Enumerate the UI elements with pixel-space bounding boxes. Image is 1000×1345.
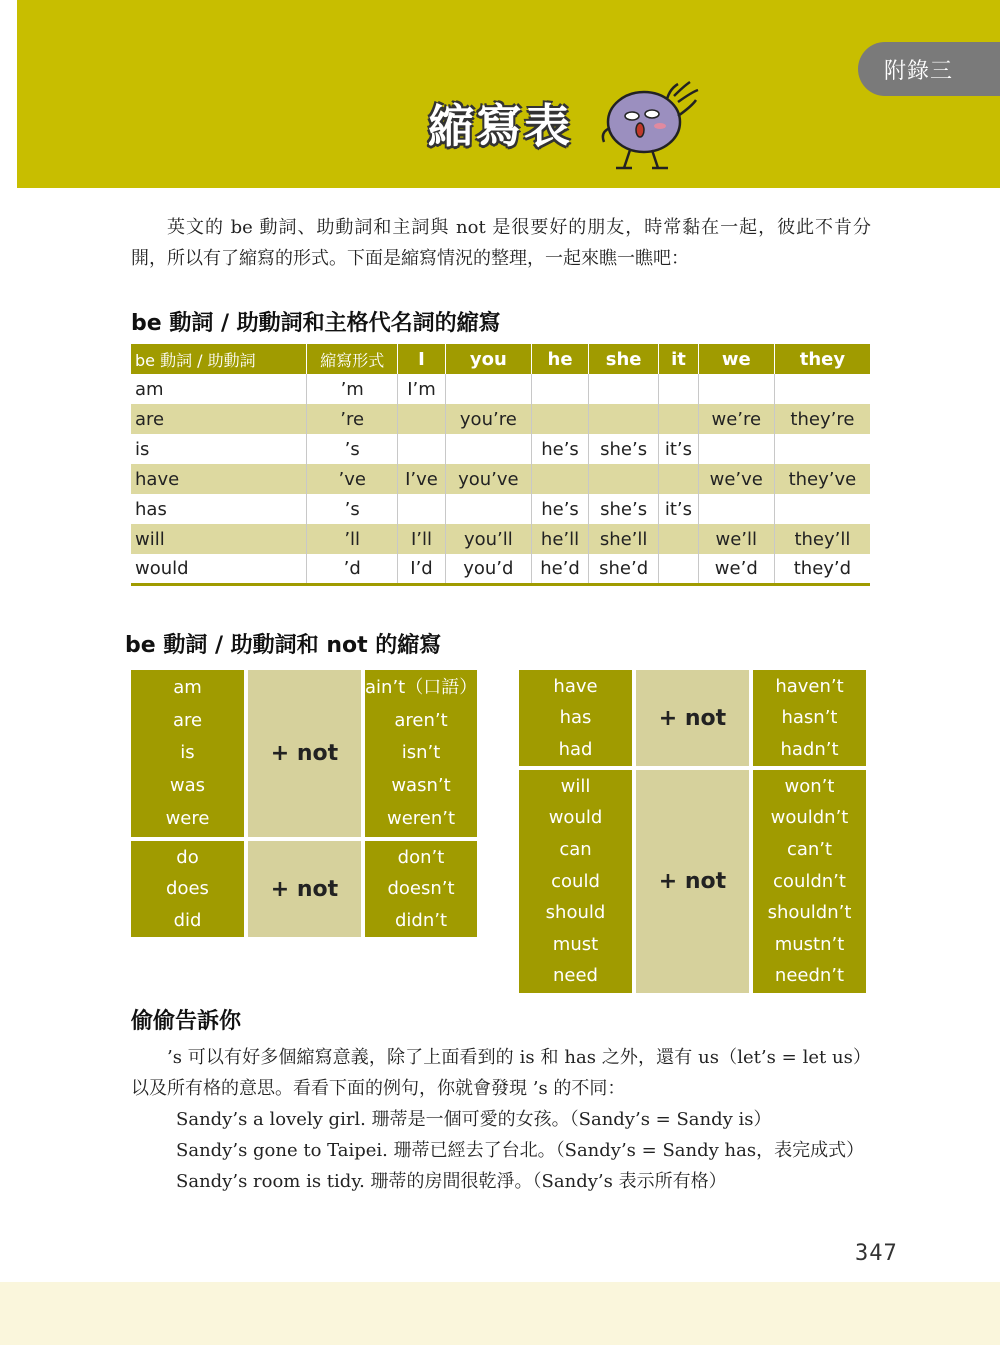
grid-word: wasn’t [391,775,451,797]
grid-word: weren’t [386,808,456,830]
table-cell: I’ll [398,524,445,554]
table-cell [659,404,699,434]
table-row [131,494,870,524]
grid-word: am [173,676,202,698]
section-title-not-contractions: be 動詞 / 助動詞和 not 的縮寫 [125,633,442,658]
table-cell [659,464,699,494]
table-cell: you’ve [445,464,531,494]
table-cell: you’d [445,554,531,584]
table-cell [698,434,774,464]
grid-word: don’t [397,846,445,868]
grid-word: should [545,902,606,924]
mascot-illustration [596,76,716,176]
table-cell [532,374,589,404]
grid-word: were [165,808,210,830]
grid-word: has [559,707,592,728]
table-cell: she’s [589,434,659,464]
table-header-cell: 縮寫形式 [307,344,398,374]
table-header-cell: I [398,344,445,374]
table-cell: are [131,404,307,434]
grid-word: need [553,965,598,987]
modal-contractions-column [753,770,866,993]
page-title: 縮寫表 [428,99,572,153]
grid-word: didn’t [394,909,448,931]
table-cell: ’s [307,494,398,524]
table-cell [659,554,699,584]
grid-word: can’t [786,838,833,860]
table-cell: have [131,464,307,494]
table-cell: it’s [659,494,699,524]
table-row [131,554,870,584]
table-cell [445,434,531,464]
grid-word: do [176,846,199,868]
table-cell: I’ve [398,464,445,494]
table-cell: he’s [532,494,589,524]
table-header-cell: we [698,344,774,374]
table-cell: it’s [659,434,699,464]
table-cell: they’re [774,404,870,434]
table-cell: we’ll [698,524,774,554]
table-cell: I’d [398,554,445,584]
table-cell [532,464,589,494]
table-cell: ’ve [307,464,398,494]
table-cell [589,374,659,404]
appendix-tab: 附錄三 [858,42,1000,96]
section-title-tip: 偷偷告訴你 [131,1009,242,1034]
table-cell: we’re [698,404,774,434]
section-title-pronoun-contractions: be 動詞 / 助動詞和主格代名詞的縮寫 [131,311,501,336]
table-header-row [131,344,870,374]
table-cell: I’m [398,374,445,404]
do-contractions-column [365,841,477,937]
grid-word: haven’t [775,675,844,697]
grid-word: will [560,775,591,797]
table-cell: ’d [307,554,398,584]
grid-word: won’t [784,775,835,797]
table-row [131,374,870,404]
table-row [131,404,870,434]
grid-word: shouldn’t [767,902,852,924]
grid-word: could [551,870,600,892]
grid-word: must [552,933,599,955]
plus-not-label: + not [248,841,361,937]
intro-paragraph: 英文的 be 動詞、助動詞和主詞與 not 是很要好的朋友，時常黏在一起，彼此不肯分開，所以有了縮寫的形式。下面是縮寫情況的整理，一起來瞧一瞧吧： [131,217,871,269]
table-cell [445,374,531,404]
table-header-cell: he [532,344,589,374]
footer-band [0,1282,1000,1345]
table-header-cell: she [589,344,659,374]
table-cell [589,464,659,494]
example-sentence: Sandy’s gone to Taipei. 珊蒂已經去了台北。（Sandy’s = Sandy has，表完成式） [176,1140,865,1161]
table-cell: ’ll [307,524,398,554]
grid-word: can [559,838,592,860]
pronoun-contraction-table [131,344,870,586]
grid-word: wouldn’t [770,807,849,829]
table-cell: he’ll [532,524,589,554]
not-contraction-grid-right [519,670,866,993]
grid-word: had [558,738,593,760]
have-verbs-column [519,670,632,766]
example-sentence: Sandy’s room is tidy. 珊蒂的房間很乾淨。（Sandy’s 表示所有格） [176,1171,727,1192]
grid-word: couldn’t [773,870,846,892]
grid-word: was [169,775,206,797]
table-cell [774,374,870,404]
table-cell: they’ll [774,524,870,554]
table-header-cell: you [445,344,531,374]
table-cell: has [135,498,167,520]
grid-word: aren’t [394,709,448,731]
have-contractions-column [753,670,866,766]
modal-verbs-column [519,770,632,993]
page-number: 347 [855,1241,898,1266]
table-cell: am [135,378,164,400]
table-cell [774,494,870,524]
grid-word: is [180,742,195,764]
be-verbs-column [131,670,244,837]
grid-word: ain’t（口語） [365,676,478,698]
table-cell: he’s [532,434,589,464]
table-header-cell: they [774,344,870,374]
table-cell: they’ve [774,464,870,494]
table-cell [774,434,870,464]
plus-not-label: + not [636,770,749,993]
table-cell: you’re [445,404,531,434]
tip-body [131,1042,871,1197]
grid-word: did [173,909,202,931]
table-row [131,464,870,494]
table-header-cell: it [659,344,699,374]
table-cell: ’s [307,434,398,464]
table-cell: we’ve [698,464,774,494]
table-cell [589,404,659,434]
grid-word: does [166,878,209,899]
table-cell [445,494,531,524]
grid-word: would [548,807,603,829]
table-cell: she’d [589,554,659,584]
table-cell: we’d [698,554,774,584]
table-row [131,524,870,554]
table-cell: they’d [774,554,870,584]
not-contraction-grid-left [131,670,477,937]
grid-word: needn’t [774,965,845,987]
table-row [131,434,870,464]
table-cell [659,374,699,404]
table-cell: he’d [532,554,589,584]
table-cell [398,494,445,524]
grid-word: have [553,675,598,697]
table-cell [532,404,589,434]
grid-word: are [172,709,203,731]
do-verbs-column [131,841,244,937]
table-cell [698,374,774,404]
table-header-cell: be 動詞 / 助動詞 [131,344,307,374]
tip-lead-paragraph: ’s 可以有好多個縮寫意義，除了上面看到的 is 和 has 之外，還有 us（let’s = let us）以及所有格的意思。看看下面的例句，你就會發現 ’s 的不同： [131,1047,871,1099]
table-cell: she’s [589,494,659,524]
table-cell: she’ll [589,524,659,554]
grid-word: hasn’t [781,707,838,728]
grid-word: doesn’t [387,878,455,899]
table-cell [659,524,699,554]
table-cell: you’ll [445,524,531,554]
table-cell: is [135,438,150,460]
be-contractions-column [365,670,477,837]
table-cell [698,494,774,524]
table-cell [398,404,445,434]
grid-word: mustn’t [774,933,845,955]
table-cell [398,434,445,464]
table-cell: ’m [307,374,398,404]
plus-not-label: + not [636,670,749,766]
plus-not-label: + not [248,670,361,837]
example-sentence: Sandy’s a lovely girl. 珊蒂是一個可愛的女孩。（Sandy’s = Sandy is） [176,1109,772,1130]
table-cell: ’re [307,404,398,434]
grid-word: isn’t [401,742,441,764]
table-cell: would [131,554,307,584]
table-cell: will [131,524,307,554]
grid-word: hadn’t [780,738,839,760]
